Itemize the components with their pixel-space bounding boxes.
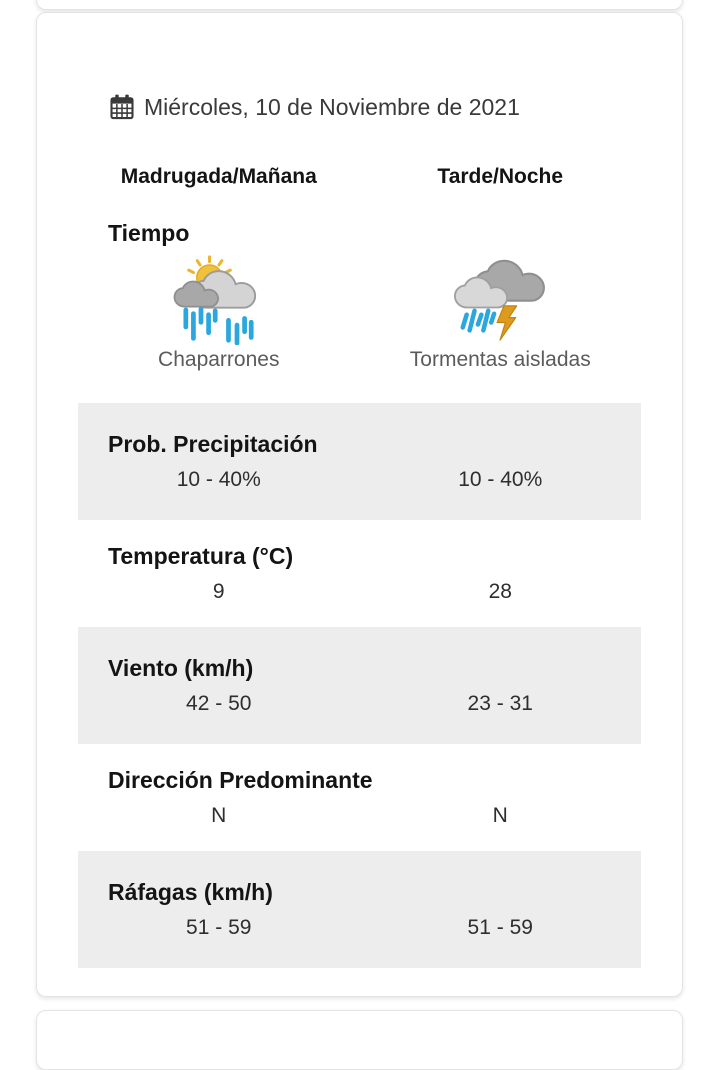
row-value-evening: 23 - 31 (467, 692, 533, 715)
weather-icons-row (78, 251, 641, 345)
previous-card-bottom-edge (36, 0, 683, 10)
forecast-day-card (36, 12, 683, 997)
row-label: Prob. Precipitación (108, 431, 318, 457)
weather-section-label: Tiempo (108, 220, 190, 246)
row-value-evening: 28 (488, 580, 512, 603)
row-label: Temperatura (°C) (108, 543, 294, 569)
row-value-evening: 51 - 59 (467, 916, 533, 939)
row-wind (78, 627, 641, 744)
row-label: Ráfagas (km/h) (108, 879, 273, 905)
column-headers (78, 165, 641, 189)
row-value-evening: N (492, 804, 508, 827)
row-value-morning: 9 (212, 580, 225, 603)
column-header-tarde-noche: Tarde/Noche (437, 165, 564, 188)
row-value-evening: 10 - 40% (458, 468, 543, 491)
weather-caption-evening: Tormentas aisladas (409, 348, 591, 371)
row-value-morning: 42 - 50 (186, 692, 252, 715)
date-header[interactable] (78, 93, 641, 121)
weather-icon-cell-evening (360, 251, 642, 345)
weather-captions-row (78, 347, 641, 373)
column-header-madrugada-manana: Madrugada/Mañana (120, 165, 317, 188)
thunderstorm-icon (451, 255, 549, 345)
row-value-morning: N (211, 804, 227, 827)
calendar-icon (108, 93, 136, 121)
row-label: Viento (km/h) (108, 655, 254, 681)
weather-icon-cell-morning (78, 251, 360, 345)
row-temperature (78, 520, 641, 627)
row-value-morning: 10 - 40% (176, 468, 261, 491)
row-wind-direction (78, 744, 641, 851)
weather-caption-morning: Chaparrones (158, 348, 280, 371)
row-precipitation-probability (78, 403, 641, 520)
row-label: Dirección Predominante (108, 767, 373, 793)
row-value-morning: 51 - 59 (186, 916, 252, 939)
sun-rain-showers-icon (170, 255, 268, 345)
date-label: Miércoles, 10 de Noviembre de 2021 (144, 93, 520, 120)
next-card-top-edge (36, 1010, 683, 1070)
forecast-rows (78, 403, 641, 968)
row-gusts (78, 851, 641, 968)
